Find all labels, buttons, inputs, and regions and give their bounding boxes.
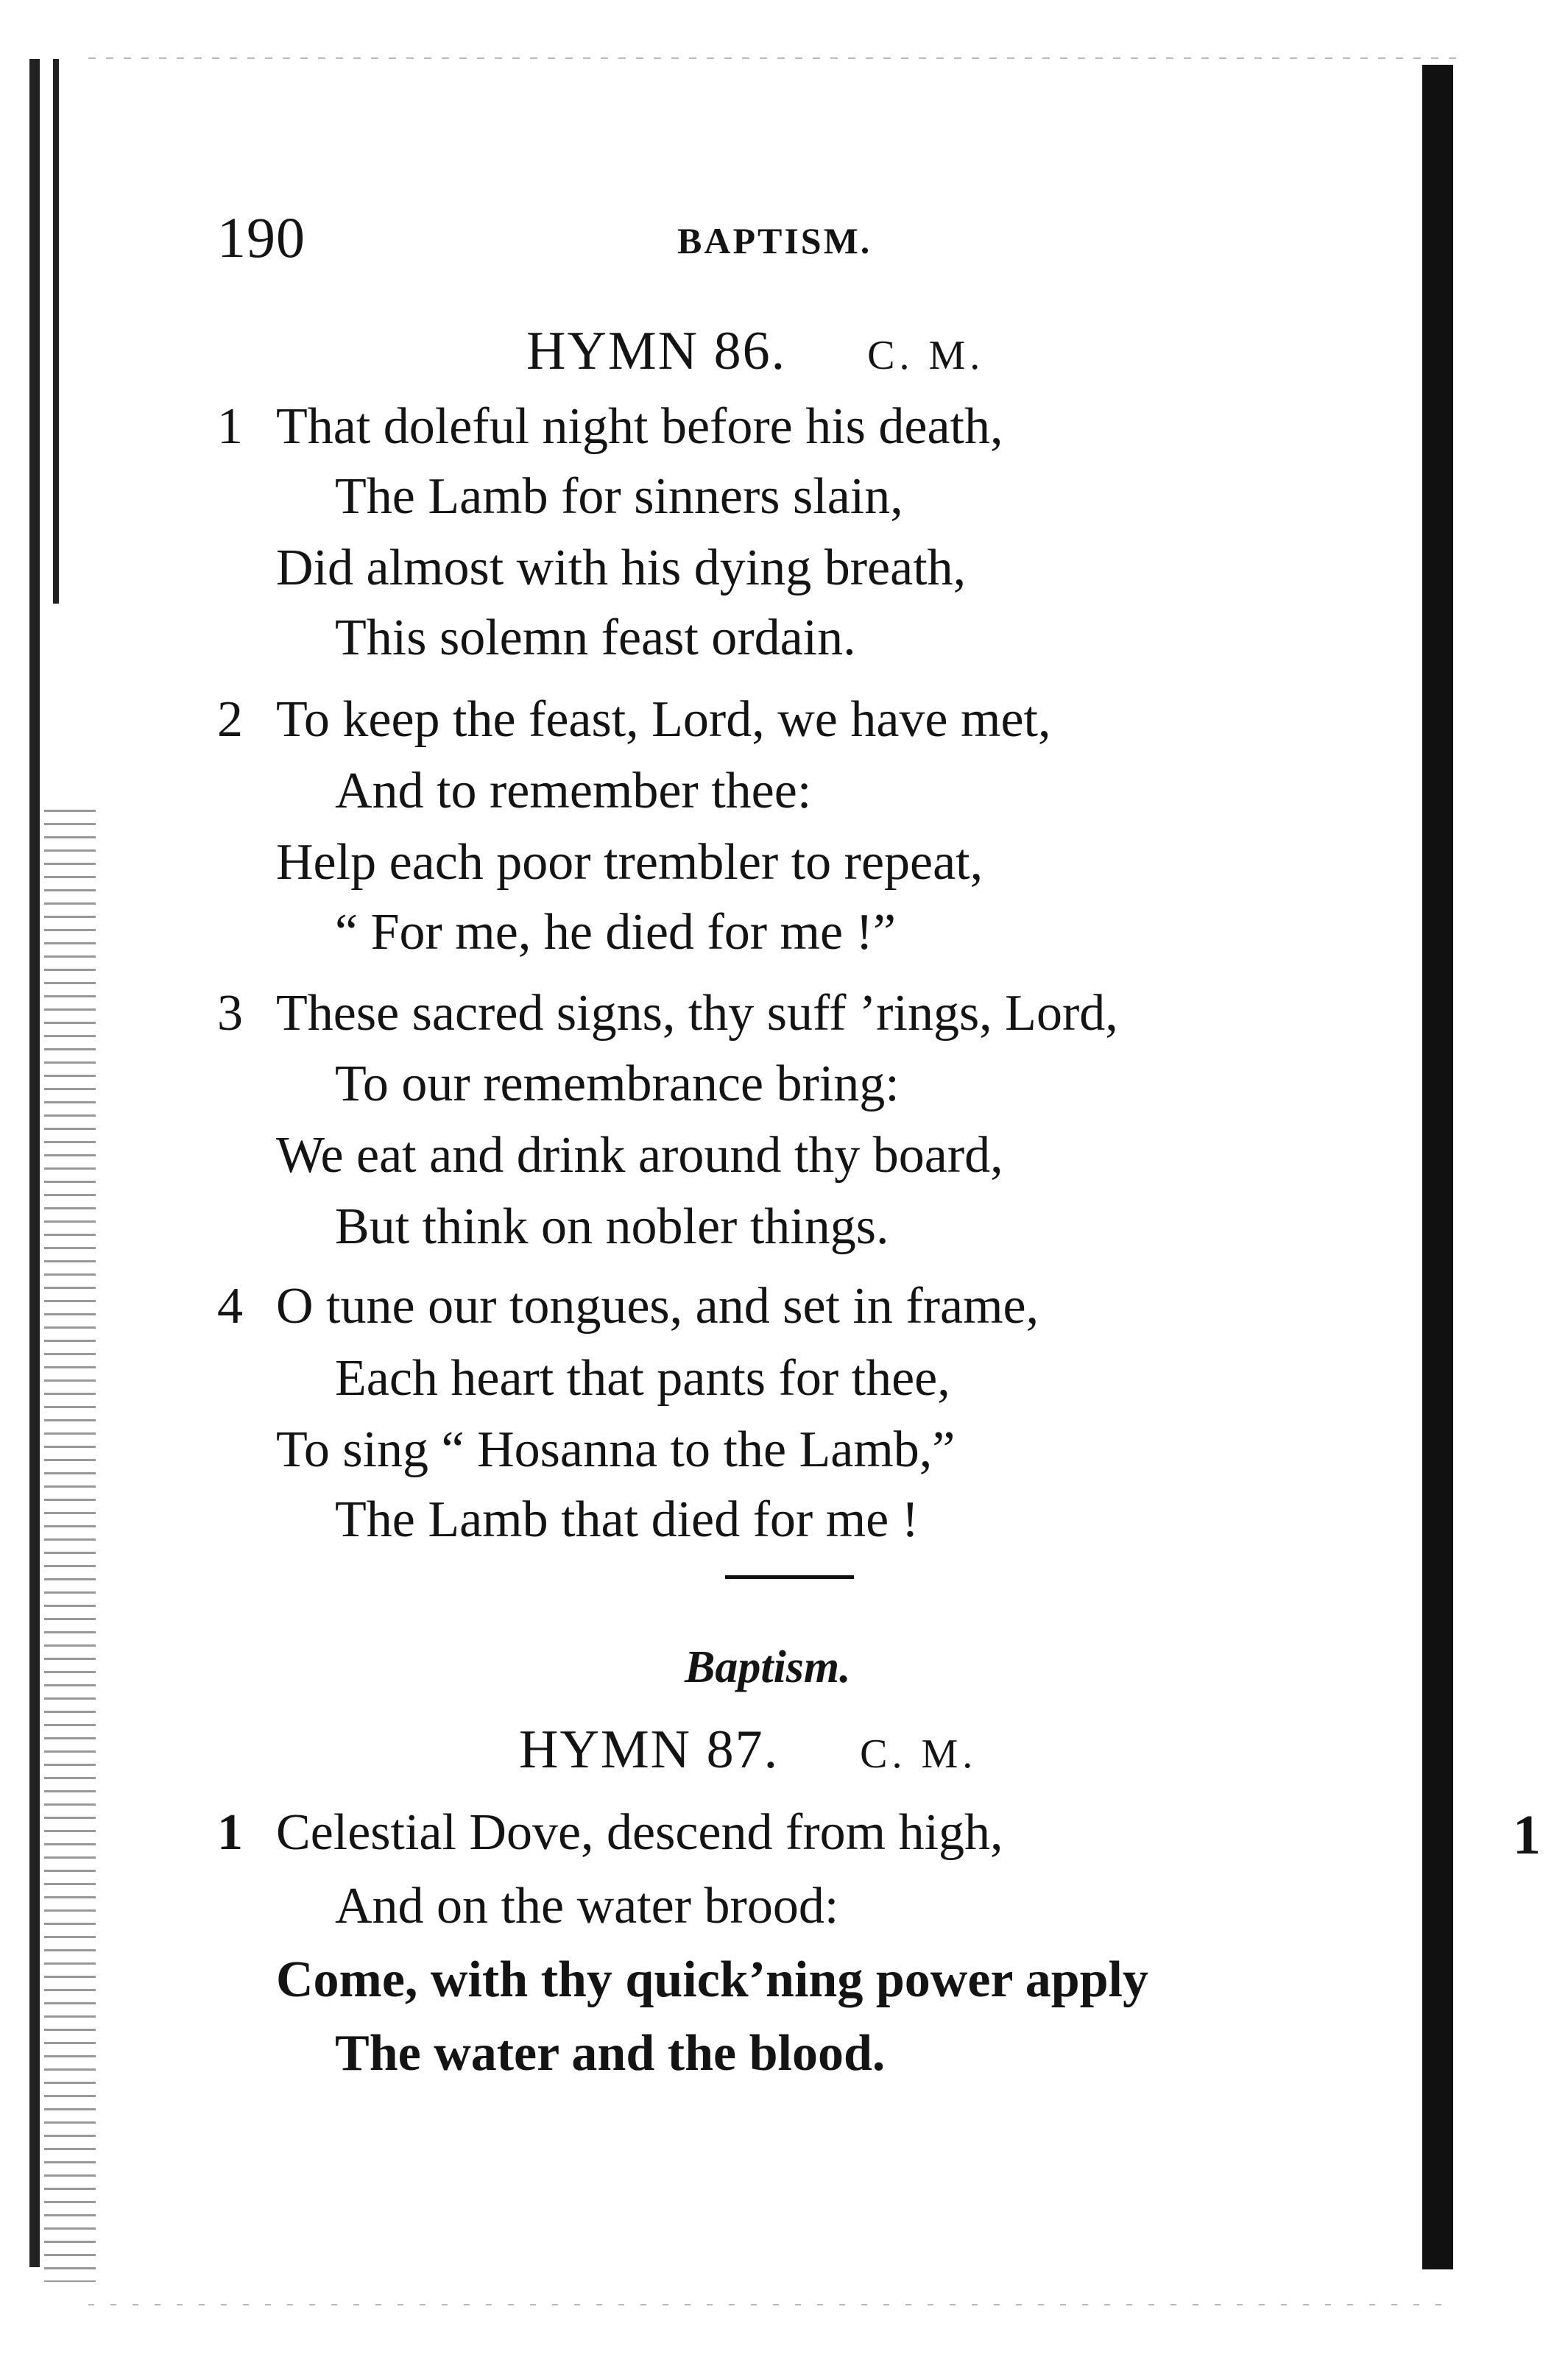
verse-line: And on the water brood: bbox=[335, 1878, 839, 1934]
verse-line: And to remember thee: bbox=[335, 763, 812, 819]
verse-line: To keep the feast, Lord, we have met, bbox=[276, 691, 1051, 748]
hymn-87-heading bbox=[519, 1719, 977, 1781]
stanza-number: 1 bbox=[217, 398, 243, 455]
verse-line: O tune our tongues, and set in frame, bbox=[276, 1278, 1039, 1335]
verse-line: To our remembrance bring: bbox=[335, 1056, 900, 1112]
section-subheading: Baptism. bbox=[685, 1642, 851, 1692]
bottom-page-edge bbox=[88, 2304, 1450, 2305]
verse-line: We eat and drink around thy board, bbox=[276, 1127, 1003, 1184]
verse-line: Celestial Dove, descend from high, bbox=[276, 1804, 1003, 1861]
verse-line: “ For me, he died for me !” bbox=[335, 904, 896, 961]
section-divider bbox=[725, 1575, 854, 1579]
verse-line: Help each poor trembler to repeat, bbox=[276, 834, 983, 891]
top-page-edge bbox=[88, 57, 1465, 59]
verse-line: This solemn feast ordain. bbox=[335, 609, 856, 666]
hymn-86-meter: C. M. bbox=[867, 333, 985, 378]
stanza-number: 2 bbox=[217, 691, 243, 748]
right-page-shadow bbox=[1422, 65, 1453, 2269]
verse-line: These sacred signs, thy suff ’rings, Lord, bbox=[276, 985, 1118, 1042]
margin-mark: 1 bbox=[1513, 1804, 1541, 1866]
verse-line: The Lamb that died for me ! bbox=[335, 1491, 919, 1548]
verse-line: The water and the blood. bbox=[335, 2025, 886, 2082]
hymn-86-heading bbox=[526, 320, 984, 383]
hymn-87-title: HYMN 87. bbox=[519, 1720, 780, 1780]
stanza-number: 4 bbox=[217, 1278, 243, 1335]
stanza-number: 3 bbox=[217, 985, 243, 1042]
hymn-86-title: HYMN 86. bbox=[526, 321, 787, 381]
left-scan-edge bbox=[29, 59, 40, 2267]
left-scan-edge-inner bbox=[53, 59, 59, 604]
page-number: 190 bbox=[217, 205, 306, 269]
hymn-87-meter: C. M. bbox=[860, 1731, 978, 1777]
verse-line: To sing “ Hosanna to the Lamb,” bbox=[276, 1421, 956, 1478]
verse-line: The Lamb for sinners slain, bbox=[335, 468, 903, 525]
stanza-number: 1 bbox=[217, 1804, 243, 1861]
verse-line: Come, with thy quick’ning power apply bbox=[276, 1951, 1149, 2008]
running-title: BAPTISM. bbox=[677, 220, 872, 261]
verse-line: But think on nobler things. bbox=[335, 1198, 889, 1255]
running-head bbox=[217, 205, 894, 271]
verse-line: Each heart that pants for thee, bbox=[335, 1350, 950, 1407]
verse-line: That doleful night before his death, bbox=[276, 398, 1003, 455]
verse-line: Did almost with his dying breath, bbox=[276, 540, 967, 596]
left-scan-dots bbox=[44, 810, 96, 2282]
